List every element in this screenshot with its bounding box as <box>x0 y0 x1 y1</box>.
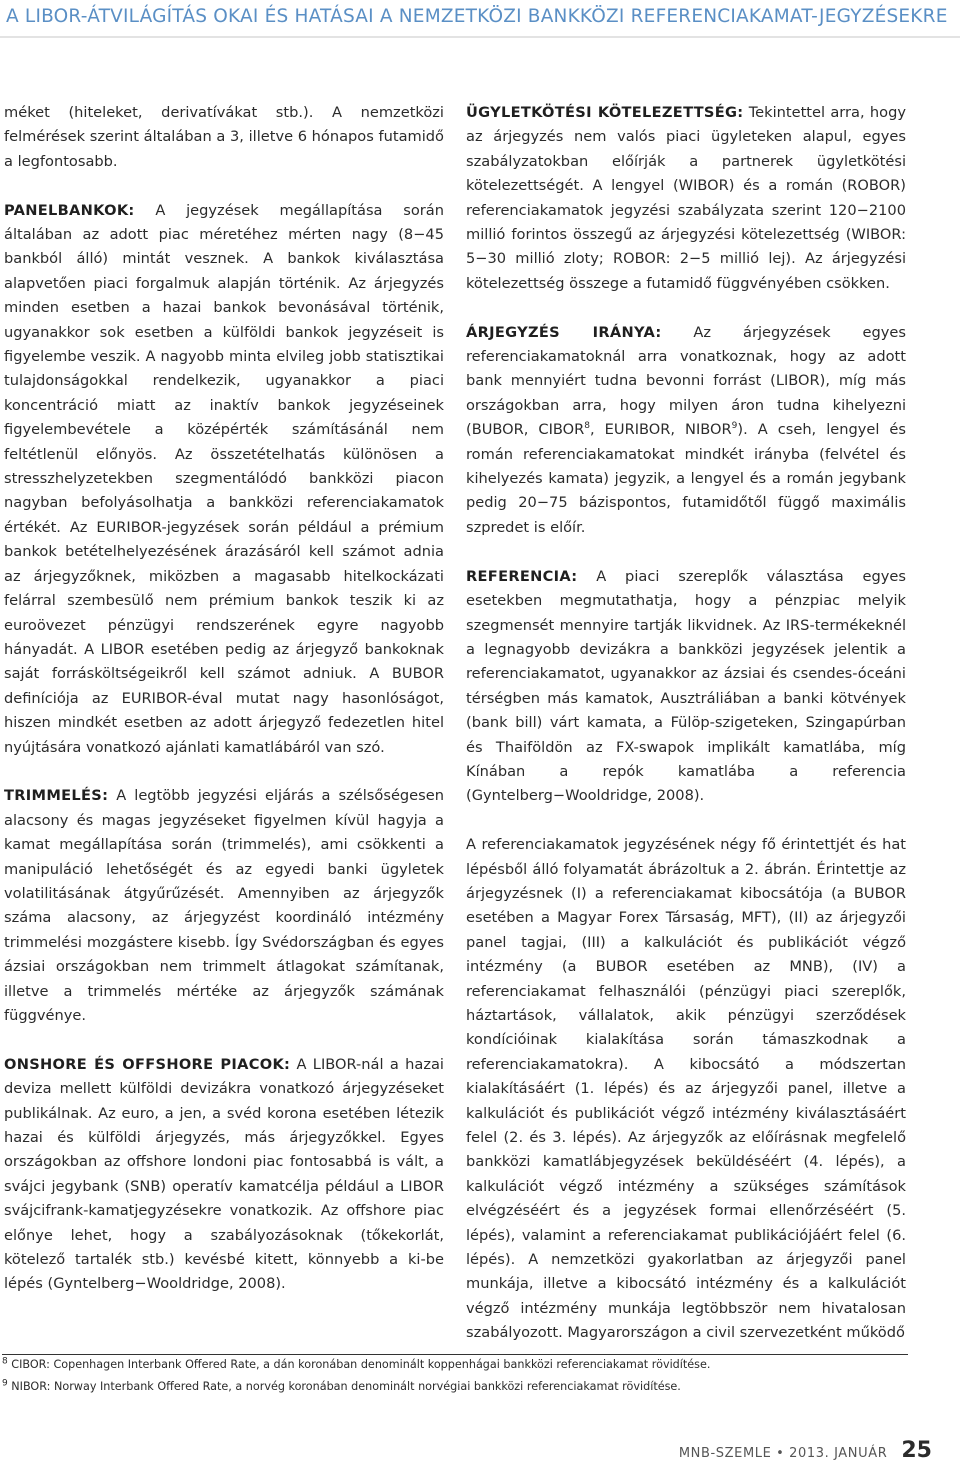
paragraph-continuation <box>4 101 444 174</box>
running-header-title: A LIBOR-ÁTVILÁGÍTÁS OKAI ÉS HATÁSAI A NEMZETKÖZI BANKKÖZI REFERENCIAKAMAT-JEGYZÉSEKRE <box>6 6 948 27</box>
footnote-9 <box>2 1380 942 1394</box>
paragraph-text: A jegyzések megállapítása során általában az adott piac méretéhez mérten nagy (8−45 bankból álló) mintát vesznek. A bankok kiválasztása alapvetően piaci forgalmuk alapján történik. Az árjegyzés minden esetben a hazai bankok bevonásával történik, ugyanakkor sok esetben a külföldi bankok jegyzéseit is figyelembe veszik. A nagyobb minta elvileg jobb statisztikai tulajdonságokkal rendelkezik, ugyanakkor a piaci koncentráció miatt az inaktív bankok jegyzéseinek figyelembevétele a középérték számításánál nem feltétlenül előnyös. Az összetételhatás különösen a stresszhelyzetekben szegmentálódó bankközi piacon nagyban befolyásolhatja a bankközi referenciakamatok értékét. Az EURIBOR-jegyzések során például a prémium bankok betételhelyezésének árazásáról kell számot adnia az árjegyzőknek, miközben a magasabb hitelkockázati felárral szembesülő nem prémium bankok teszik ki az euroövezet pénzügyi rendszerének egyre nagyobb hányadát. A LIBOR esetében pedig az árjegyző bankoknak saját forrásköltségeikről kell számot adniuk. A BUBOR definíciója az EURIBOR-éval mutat nagy hasonlóságot, hiszen mindkét esetben az adott árjegyző fedezetlen hitel nyújtására vonatkozó ajánlati kamatlábáról van szó. <box>4 201 444 756</box>
page-footer <box>679 1438 932 1463</box>
paragraph-keyword: ONSHORE ÉS OFFSHORE PIACOK: <box>4 1055 291 1073</box>
paragraph-panelbankok <box>4 199 444 760</box>
footnote-8 <box>2 1358 942 1372</box>
right-column <box>466 101 906 1370</box>
paragraph-erintettek <box>466 833 906 1346</box>
running-header <box>0 0 960 34</box>
paragraph-onshore-offshore <box>4 1053 444 1297</box>
footnote-ref-8[interactable]: 8 <box>584 421 591 432</box>
paragraph-text: Tekintettel arra, hogy az árjegyzés nem valós piaci ügyleteken alapul, egyes szabályzatokban előírják a partnerek ügyletkötési kötelezettségét. A lengyel (WIBOR) és a román (ROBOR) referenciakamatok jegyzési szabályzata szerint 120−2100 millió forintos összegű az árjegyzési kötelezettség (WIBOR: 5−30 millió zloty; ROBOR: 2−5 millió lej). Az árjegyzési kötelezettség összege a futamidő függvényében csökken. <box>466 104 906 292</box>
paragraph-keyword: PANELBANKOK: <box>4 201 135 219</box>
footnote-ref-9[interactable]: 9 <box>731 421 738 432</box>
journal-name: MNB-SZEMLE • 2013. JANUÁR <box>678 1446 888 1461</box>
paragraph-ugyletkotesi <box>466 101 906 296</box>
footnote-divider <box>2 1354 908 1355</box>
paragraph-text: , EURIBOR, NIBOR <box>590 421 732 439</box>
left-column <box>4 101 444 1321</box>
footnote-text: CIBOR: Copenhagen Interbank Offered Rate, a dán koronában denominált koppenhágai bankközi referenciakamat rövidítése. <box>7 1358 711 1371</box>
footnote-number: 8 <box>2 1356 8 1367</box>
paragraph-referencia <box>466 565 906 809</box>
paragraph-text: A legtöbb jegyzési eljárás a szélsőségesen alacsony és magas jegyzéseket figyelmen kívül hagyja a kamat megállapítása során (trimmelés), ami csökkenti a manipuláció lehetőségét és az egyedi banki ügyletek volatilitásának átgyűrűzését. Amennyiben az árjegyzők száma alacsony, az árjegyzést koordináló intézmény trimmelési mozgástere kisebb. Így Svédországban és egyes ázsiai országokban nem trimmelt átlagokat számítanak, illetve a trimmelés mértéke az árjegyzők számának függvénye. <box>4 787 444 1024</box>
paragraph-trimmeles <box>4 784 444 1028</box>
header-divider <box>0 36 960 38</box>
page-number: 25 <box>901 1438 932 1463</box>
footnote-text: NIBOR: Norway Interbank Offered Rate, a norvég koronában denominált norvégiai bankközi referenciakamat rövidítése. <box>7 1380 681 1393</box>
paragraph-text: A LIBOR-nál a hazai deviza mellett külföldi devizákra vonatkozó árjegyzéseket publikálnak. Az euro, a jen, a svéd korona esetében létezik hazai és külföldi árjegyzés, más árjegyzőkkel. Egyes országokban az offshore londoni piac fontosabbá is vált, a svájci jegybank (SNB) operatív kamatcélja például a LIBOR svájcifrank-kamatjegyzésekre vonatkozik. Az offshore piac előnye lehet, hogy a szabályozásoknak (tőkekorlát, kötelező tartalék stb.) kevésbé kitett, könnyebb a ki-be lépés (Gyntelberg−Wooldridge, 2008). <box>4 1055 444 1293</box>
paragraph-keyword: TRIMMELÉS: <box>4 787 109 805</box>
paragraph-text: A referenciakamatok jegyzésének négy fő érintettjét és hat lépésből álló folyamatát ábrázoltuk a 2. ábrán. Érintettje az árjegyzésnek (I) a referenciakamat kibocsátója (a BUBOR esetében a Magyar Forex Társaság, MFT), (II) az árjegyzői panel tagjai, (III) a kalkulációt és publikációt végző intézmény (a BUBOR esetében az MNB), (IV) a referenciakamat felhasználói (pénzügyi piaci szereplők, háztartások, vállalatok, akik pénzügyi szerződések kondícióinak kialakítása során támaszkodnak a referenciakamatokra). A kibocsátó a módszertan kialakításáért (1. lépés) és az árjegyzői panel, illetve a kalkulációt és publikációt végző intézmény kiválasztásáért felel (2. és 3. lépés). Az árjegyzők az előírásnak megfelelő bankközi kamatlábjegyzések beküldéséért (4. lépés), a kalkulációt végző intézmény a szükséges számítások elvégzéséért és a jegyzések formai ellenőrzéséért (5. lépés), valamint a referenciakamat publikációjáért felel (6. lépés). A nemzetközi gyakorlatban az árjegyzői panel munkája, illetve a kibocsátó intézmény és a kalkulációt végző intézmény munkája legtöbbször nem hivatalosan szabályozott. Magyarországon a civil szervezetként működő <box>466 836 906 1342</box>
paragraph-text: Az árjegyzések egyes referenciakamatoknál arra vonatkoznak, hogy az adott bank mennyiért tudna bevonni forrást (LIBOR), míg más országokban arra, hogy milyen áron tudna kihelyezni (BUBOR, CIBOR <box>466 323 906 439</box>
paragraph-text: ). A cseh, lengyel és román referenciakamatokat mindkét irányba (felvétel és kihelyezés kamata) jegyzik, a lengyel és a román jegybank pedig 20−75 bázispontos, futamidőtől függő maximális szpredet is előír. <box>466 421 907 536</box>
paragraph-text: méket (hiteleket, derivatívákat stb.). A nemzetközi felmérések szerint általában a 3, illetve 6 hónapos futamidő a legfontosabb. <box>4 104 444 170</box>
paragraph-text: A piaci szereplők választása egyes esetekben megmutathatja, hogy a pénzpiac melyik szegmensét mennyire tartják likvidnek. Az IRS-termékeknél a legnagyobb devizákra a bankközi jegyzések jelentik a referenciakamatot, ugyanakkor az ázsiai és csendes-óceáni térségben más kamatok, Ausztráliában a banki kötvények (bank bill) várt kamata, a Fülöp-szigeteken, Szingapúrban és Thaiföldön az FX-swapok implikált kamatlába, míg Kínában a repók kamatlába a referencia (Gyntelberg−Wooldridge, 2008). <box>466 567 906 805</box>
paragraph-keyword: REFERENCIA: <box>466 567 578 585</box>
paragraph-keyword: ÜGYLETKÖTÉSI KÖTELEZETTSÉG: <box>466 104 744 121</box>
paragraph-arjegyzes-iranya <box>466 321 906 541</box>
footnote-number: 9 <box>2 1378 8 1389</box>
paragraph-keyword: ÁRJEGYZÉS IRÁNYA: <box>466 323 662 341</box>
